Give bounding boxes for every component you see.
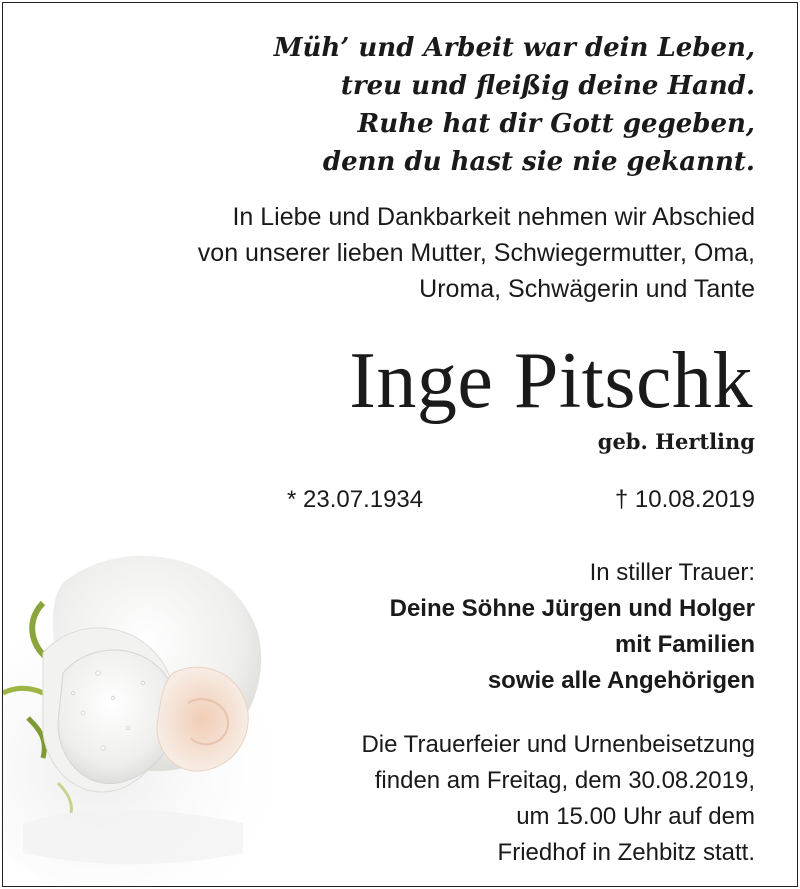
death-date: † 10.08.2019: [614, 486, 755, 513]
mourners-line: sowie alle Angehörigen: [487, 667, 755, 694]
intro-line: Uroma, Schwägerin und Tante: [419, 275, 755, 303]
mourners-line: Deine Söhne Jürgen und Holger: [389, 595, 755, 622]
poem-line: treu und fleißig deine Hand.: [340, 71, 755, 101]
funeral-line: Friedhof in Zehbitz statt.: [497, 839, 755, 866]
poem-line: denn du hast sie nie gekannt.: [322, 147, 755, 177]
farewell-intro: [198, 199, 755, 307]
obituary-notice: [2, 2, 798, 887]
funeral-line: Die Trauerfeier und Urnenbeisetzung: [361, 731, 755, 758]
deceased-name: Inge Pitschk: [349, 337, 753, 425]
funeral-line: finden am Freitag, dem 30.08.2019,: [374, 767, 755, 794]
intro-line: In Liebe und Dankbarkeit nehmen wir Abschied: [232, 203, 755, 231]
intro-line: von unserer lieben Mutter, Schwiegermutter, Oma,: [197, 239, 755, 267]
mourners-line: mit Familien: [614, 631, 755, 658]
poem-line: Müh’ und Arbeit war dein Leben,: [273, 33, 755, 63]
poem-line: Ruhe hat dir Gott gegeben,: [357, 109, 755, 139]
white-rose-image: [3, 523, 303, 887]
birth-name: geb. Hertling: [597, 429, 755, 454]
funeral-details: [361, 727, 755, 871]
birth-date: * 23.07.1934: [287, 486, 424, 513]
funeral-line: um 15.00 Uhr auf dem: [516, 803, 755, 830]
mourners-heading: In stiller Trauer:: [589, 559, 755, 586]
mourners-section: [390, 555, 755, 699]
poem-verse: [274, 29, 755, 181]
